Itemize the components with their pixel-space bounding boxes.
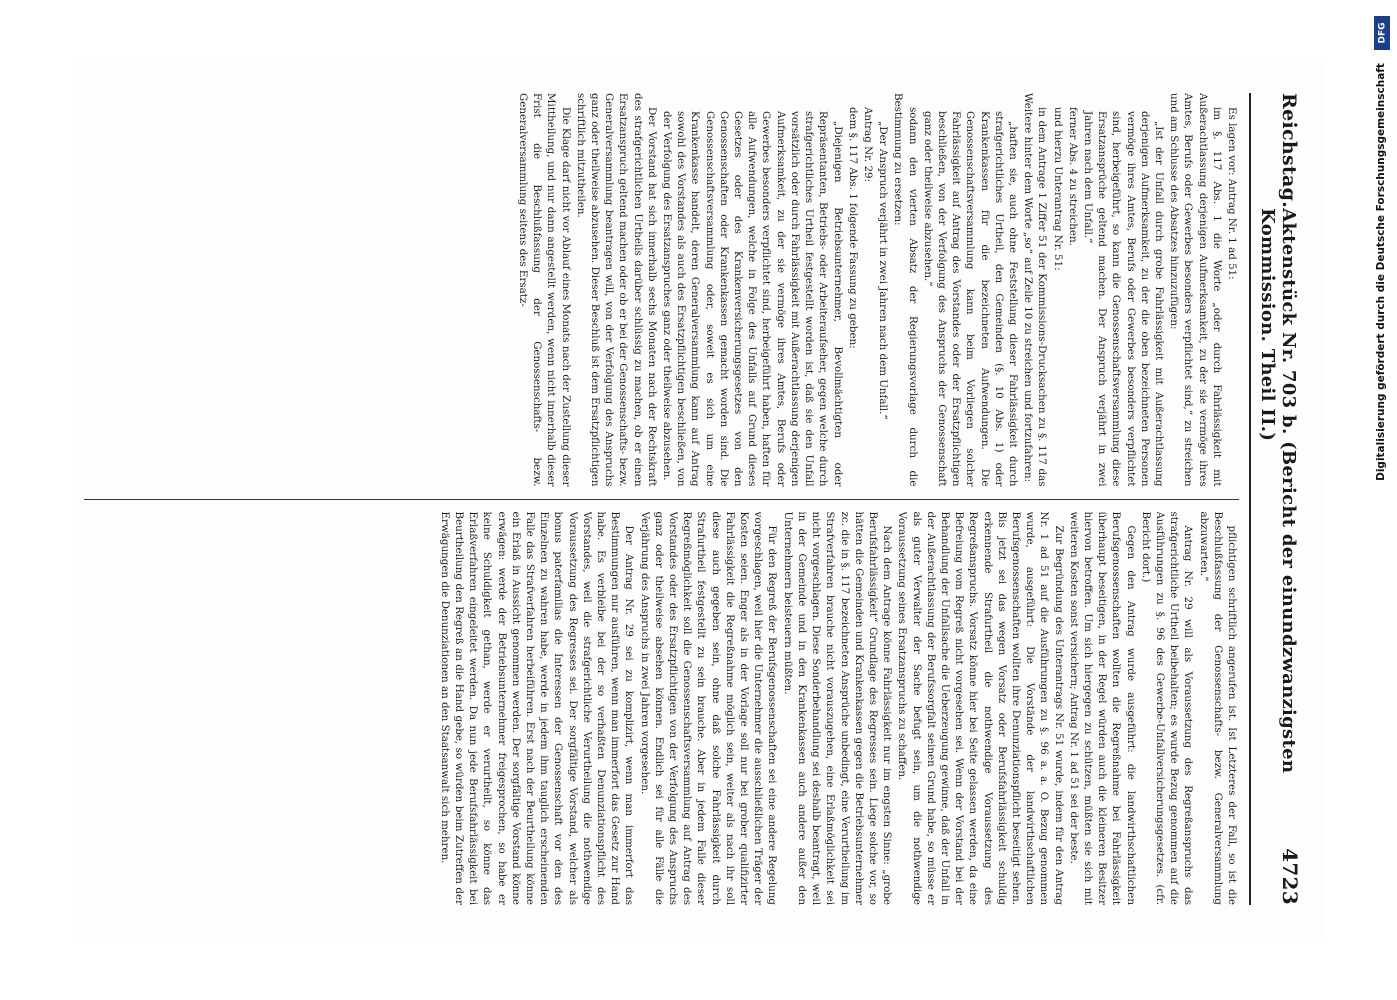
- paragraph: Die Klage darf nicht vor Ablauf eines Monats nach der Zustellung dieser Mittheilung, und nur dann angestellt werden, wenn nicht innerhalb dieser Frist die Beschlußfassung der Genossenschafts- bezw. Generalversammlung seitens des Ersatz-: [517, 93, 572, 487]
- paragraph: im §. 117 Abs. 1 die Worte „oder durch Fahrlässigkeit mit Außerachtlassung derjenigen Aufmerksamkeit, zu der sie vermöge ihres Amtes, Berufs oder Gewerbes besonders verpflichtet sind,“ zu streichen und am Schlusse des Absatzes hinzuzufügen:: [1168, 93, 1223, 487]
- column-divider: [84, 499, 1239, 500]
- paragraph: dem §. 117 Abs. 1 folgende Fassung zu geben:: [846, 107, 859, 349]
- paragraph: Antrag Nr. 29 will als Voraussetzung des Regreßanspruchs das strafgerichtliche Urtheil beibehalten; es wurde Bezug genommen auf die Ausführungen zu §. 96 des Gewerbe-Unfallversicherungsgesetzes. (cfr. Bericht dort.): [1139, 511, 1195, 905]
- digitization-strip: [1371, 8, 1393, 992]
- paragraph: ferner Abs. 4 zu streichen.: [1066, 107, 1079, 246]
- paragraph: Zur Begründung des Unterantrags Nr. 51 wurde, indem für den Antrag Nr. 1 ad 51 auf die Ausführungen zu §. 96 a. a. O. Bezug genommen wurde, ausgeführt: Die Vorstände der landwirthschaftlichen Berufsgenossenschaften wollten ihre Denunziationspflicht beseitigt sehen. Bis jetzt sei das wegen Vorsatz oder Berufsfahrlässigkeit schuldig erkennende Strafurtheil die nothwendige Voraussetzung des Regreßanspruchs. Vorsatz könne hier bei Seite gelassen werden, da eine Befreiung vom Regreß nicht vorgesehen sei. Wenn der Vorstand bei der Behandlung der Unfallsache die Ueberzeugung gewinne, daß der Unfall in der Außerachtlassung der Berufssorgfalt seinen Grund habe, so müsse er als guter Verwalter der Sache befugt sein, um die nothwendige Voraussetzung seines Ersatzanspruchs zu schaffen.: [896, 511, 1065, 905]
- paragraph: Antrag Nr. 29:: [861, 107, 874, 183]
- paragraph: Gegen den Antrag wurde ausgeführt: die landwirthschaftlichen Berufsgenossenschaften wollten die Regreßnahme bei Fahrlässigkeit überhaupt beseitigen, in der Regel würden auch die kleineren Besitzer hiervon betroffen. Um sich hiergegen zu schützen, müßten sie sich mit weiteren Kosten sonst versichern; Antrag Nr. 1 ad 51 sei der beste.: [1067, 511, 1137, 905]
- paragraph: „Diejenigen Betriebsunternehmer, Bevollmächtigten oder Repräsentanten, Betriebs- oder Arbeiteraufseher, gegen welche durch strafgerichtliches Urtheil festgestellt worden ist, daß sie den Unfall vorsätzlich oder durch Fahrlässigkeit mit Außerachtlassung derjenigen Aufmerksamkeit, zu der sie vermöge ihres Amtes, Berufs oder Gewerbes besonders verpflichtet sind, herbeigeführt haben, haften für alle Aufwendungen, welche in Folge des Unfalls auf Grund dieses Gesetzes oder des Krankenversicherungsgesetzes von den Genossenschaften oder Krankenkassen gemacht worden sind. Die Genossenschaftsversammlung oder, soweit es sich um eine Krankenkasse handelt, deren Generalversammlung kann auf Antrag sowohl des Vorstandes als auch des Ersatzpflichtigen beschließen, von der Verfolgung des Ersatzanspruches ganz oder theilweise abzusehen.: [661, 111, 844, 487]
- paragraph: und hierzu Unterantrag Nr. 51:: [1051, 107, 1064, 271]
- paragraph: sodann den vierten Absatz der Regierungsvorlage durch die Bestimmung zu ersetzen:: [892, 93, 919, 487]
- header-left: Reichstag.: [1278, 93, 1300, 209]
- header-title: Aktenstück Nr. 703 b. (Bericht der einundzwanzigsten Kommission. Theil II.): [1257, 208, 1299, 774]
- paragraph: pflichtigen schriftlich angerufen ist. Ist Letzteres der Fall, so ist die Beschlußfassung der Genossenschafts- bezw. Generalversammlung abzuwarten.“: [1197, 511, 1238, 905]
- page-number: 4723: [1278, 848, 1302, 905]
- paragraph: „haften sie, auch ohne Feststellung dieser Fahrlässigkeit durch strafgerichtliches Urtheil, den Gemeinden (§. 10 Abs. 1) oder Krankenkassen für die bezeichneten Aufwendungen. Die Genossenschaftsversammlung kann beim Vorliegen solcher Fahrlässigkeit auf Antrag des Vorstandes oder der Ersatzpflichtigen beschließen, von der Verfolgung des Anspruchs der Genossenschaft ganz oder theilweise abzusehen.“: [921, 111, 1019, 487]
- text-columns: [84, 93, 1239, 905]
- right-column: [84, 512, 1239, 906]
- paragraph: Es lagen vor: Antrag Nr. 1 ad 51:: [1226, 107, 1238, 280]
- paragraph: in dem Antrage 1 Ziffer 51 der Kommissions-Drucksachen zu §. 117 das Weitere hinter dem Worte „so“ auf Zeile 10 zu streichen und fortzufahren:: [1022, 93, 1049, 487]
- paragraph: Der Vorstand hat sich innerhalb sechs Monaten nach der Rechtskraft des strafgerichtlichen Urtheils darüber schlüssig zu machen, ob er einen Ersatzanspruch geltend machen oder ob er bei der Genossenschafts- bezw. Generalversammlung beantragen will, von der Verfolgung des Anspruchs ganz oder theilweise abzusehen. Dieser Beschluß ist dem Ersatzpflichtigen schriftlich mitzutheilen.: [574, 93, 658, 487]
- paragraph: Nach dem Antrage könne Fahrlässigkeit nur im engsten Sinne: „grobe Berufsfahrlässigkeit“ Grundlage des Regresses sein. Liege solche vor, so hätten die Gemeinden und Krankenkassen gegen die Betriebsunternehmer zc. die in §. 117 bezeichneten Ansprüche unbedingt, eine Verurtheilung im Strafverfahren brauche nicht vorauszugehen, eine Erlaßmöglichkeit sei nicht vorgeschlagen. Diese Sonderbehandlung sei deshalb beantragt, weil in der Gemeinde und in den Krankenkassen auch andere außer den Unternehmern beisteuern müßten.: [781, 511, 894, 905]
- left-column: [84, 93, 1239, 487]
- digitization-credit: Digitalisierung gefördert durch die Deutsche Forschungsgemeinschaft: [1375, 63, 1387, 481]
- dfg-logo-text: DFG: [1377, 22, 1388, 44]
- paragraph: „Der Anspruch verjährt in zwei Jahren nach dem Unfall.“: [877, 121, 890, 420]
- paragraph: Der Antrag Nr. 29 sei zu komplizirt, wenn man immerfort das Bestimmungen nur ausführen, wenn man immerfort das Gesetz zur Hand habe. Es verbleibe bei der so verhaßten Denunziationspflicht des Vorstandes, weil die strafgerichtliche Verurtheilung die nothwendige Voraussetzung des Regresses sei. Der sorgfältige Vorstand, welcher als bonus paterfamilias die Interessen der Genossenschaft vor den des Einzelnen zu wahren habe, werde in jedem ihm tauglich erscheinenden Falle das Strafverfahren herbeiführen. Erst nach der Beurtheilung könne ein Erlaß in Aussicht genommen werden. Der sorgfältige Vorstand könne erwägen: werde der Betriebsunternehmer freigesprochen, so habe er keine Schuldigkeit gethan, werde er verurtheilt, so könne das Erlaßverfahren eingeleitet werden. Da nun jede Berufsfahrlässigkeit bei Beurtheilung den Regreß an die Hand gebe, so würden beim Zutreffen der Erwägungen die Denunziationen an den Staatsanwalt sich mehren.: [438, 511, 636, 905]
- document-page: [74, 59, 1324, 939]
- running-header: [1249, 93, 1302, 905]
- paragraph: Für den Regreß der Berufsgenossenschaften sei eine andere Regelung vorgeschlagen, weil hier die Unternehmer die ausschließlichen Träger der Kosten seien. Enger als in der Vorlage soll nur bei grober qualifizirter Fahrlässigkeit die Regreßnahme möglich sein, weiter als nach ihr soll diese auch gegeben sein, ohne daß solche Fahrlässigkeit durch Strafurtheil festgestellt zu sein brauche. Aber in jedem Falle dieser Regreßmöglichkeit soll die Genossenschaftsversammlung auf Antrag des Vorstandes oder des Ersatzpflichtigen von der Verfolgung des Anspruchs ganz oder theilweise absehen können. Endlich sei für alle Fälle die Verjährung des Anspruchs in zwei Jahren vorgesehen.: [638, 511, 779, 905]
- paragraph: „Ist der Unfall durch grobe Fahrlässigkeit mit Außerachtlassung derjenigen Aufmerksamkeit, zu der die oben bezeichneten Personen vermöge ihres Amtes, Berufs oder Gewerbes besonders verpflichtet sind, herbeigeführt, so kann die Genossenschaftsversammlung diese Ersatzansprüche geltend machen. Der Anspruch verjährt in zwei Jahren nach dem Unfall.“: [1081, 111, 1165, 487]
